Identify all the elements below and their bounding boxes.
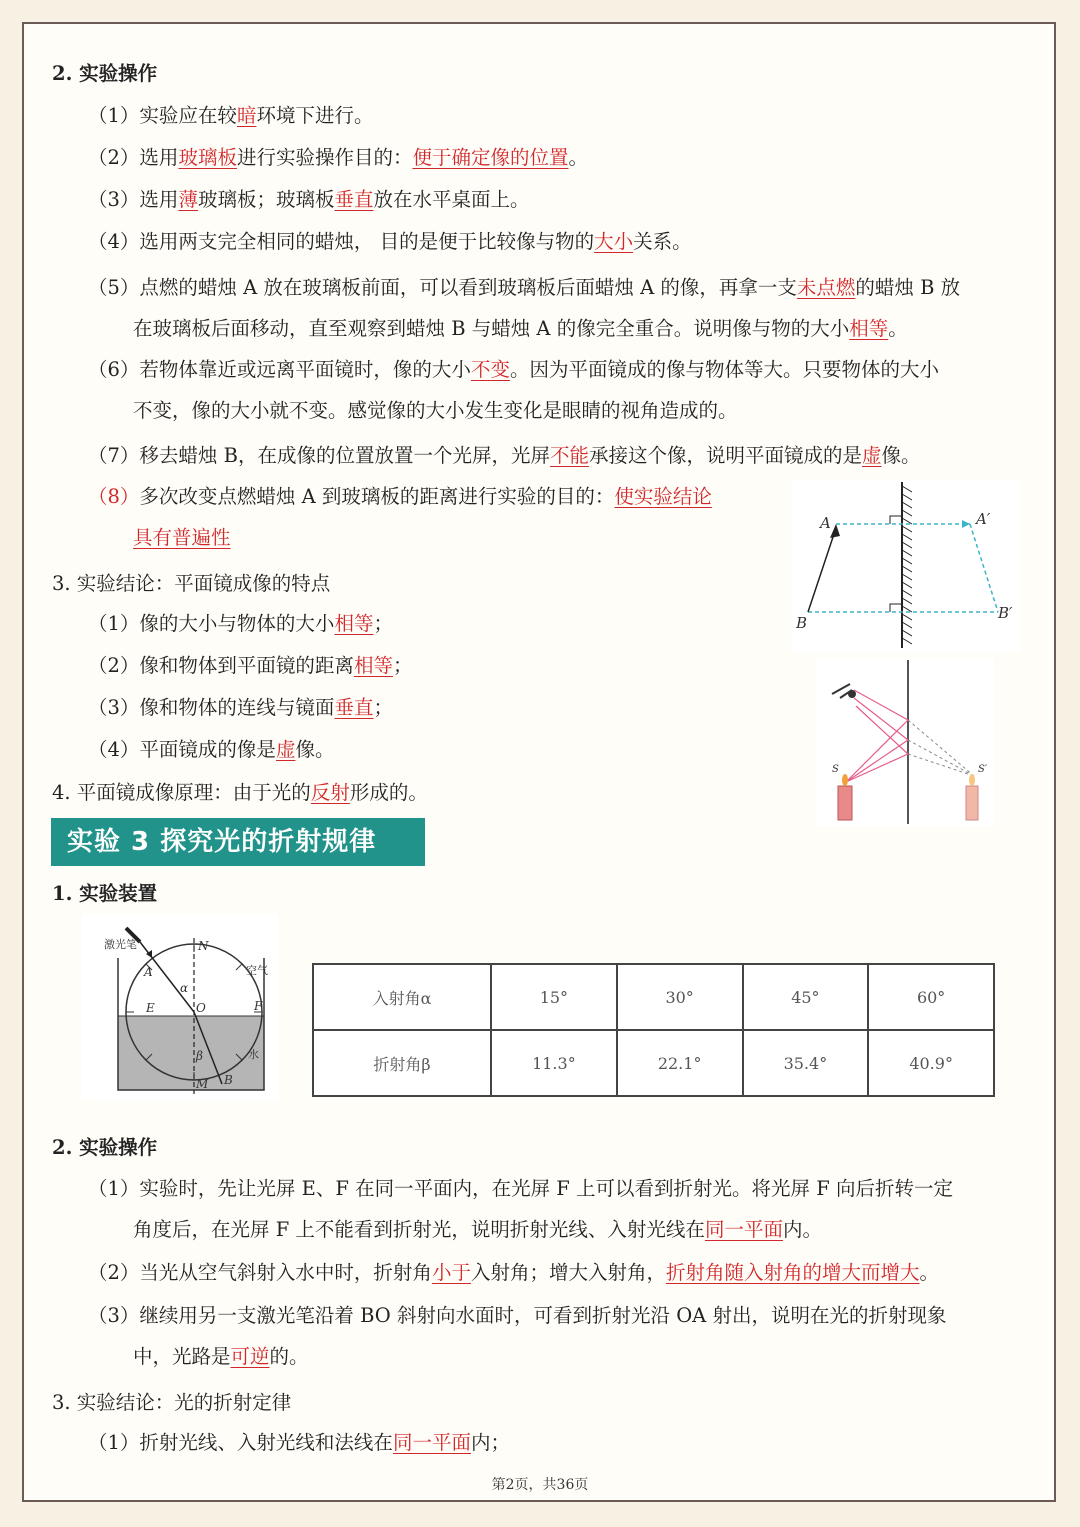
list-item: （4）平面镜成的像是虚像。 [88, 738, 335, 761]
list-item: （1）实验时，先让光屏 E、F 在同一平面内，在光屏 F 上可以看到折射光。将光屏 F 向后折转一定 [88, 1177, 953, 1200]
section-heading-conclusion: 3. 实验结论：平面镜成像的特点 [52, 572, 331, 595]
candle-image-icon [966, 786, 978, 820]
label-B: B [224, 1073, 233, 1087]
section-heading-apparatus: 1. 实验装置 [52, 882, 158, 905]
label-A: A [820, 514, 831, 532]
eye-candle-diagram [816, 658, 994, 826]
list-item: （4）选用两支完全相同的蜡烛， 目的是便于比较像与物的大小关系。 [88, 230, 692, 253]
list-item: （2）像和物体到平面镜的距离相等； [88, 654, 413, 677]
row-label: 折射角β [313, 1030, 491, 1096]
list-item-continuation: 具有普遍性 [133, 526, 231, 549]
section-heading-principle: 4. 平面镜成像原理：由于光的反射形成的。 [52, 781, 428, 804]
label-N: N [198, 939, 209, 953]
page-number: 第2页，共36页 [491, 1477, 589, 1493]
list-item: （1）实验应在较暗环境下进行。 [88, 104, 374, 127]
list-item: （3）选用薄玻璃板；玻璃板垂直放在水平桌面上。 [88, 188, 530, 211]
refraction-apparatus-diagram [82, 914, 278, 1100]
list-item: （3）像和物体的连线与镜面垂直； [88, 696, 393, 719]
table-cell: 30° [617, 964, 743, 1030]
label-E: E [146, 1001, 155, 1015]
list-item: （6）若物体靠近或远离平面镜时，像的大小不变。因为平面镜成的像与物体等大。只要物体的大小 [88, 358, 939, 381]
list-item-continuation: 不变，像的大小就不变。感觉像的大小发生变化是眼睛的视角造成的。 [133, 399, 738, 422]
label-B-prime: B′ [998, 604, 1013, 622]
label-air: 空气 [246, 964, 268, 977]
list-item: （5）点燃的蜡烛 A 放在玻璃板前面，可以看到玻璃板后面蜡烛 A 的像，再拿一支未点燃的蜡烛 B 放 [88, 276, 961, 299]
label-laser: 激光笔 [104, 938, 137, 951]
table-cell: 35.4° [743, 1030, 869, 1096]
list-item: （1）像的大小与物体的大小相等； [88, 612, 393, 635]
table-cell: 45° [743, 964, 869, 1030]
label-A: A [144, 965, 153, 979]
table-cell: 11.3° [491, 1030, 617, 1096]
list-item: （2）当光从空气斜射入水中时，折射角小于入射角；增大入射角，折射角随入射角的增大而增大。 [88, 1261, 939, 1284]
mirror-diagram [792, 480, 1020, 652]
experiment-3-banner: 实验 3 探究光的折射规律 [51, 818, 425, 866]
list-item: （7）移去蜡烛 B，在成像的位置放置一个光屏，光屏不能承接这个像，说明平面镜成的是虚像。 [88, 444, 921, 467]
label-water: 水 [248, 1048, 259, 1061]
section-heading-conclusion-2: 3. 实验结论：光的折射定律 [52, 1391, 292, 1414]
label-beta: β [196, 1049, 203, 1063]
list-item-continuation: 角度后，在光屏 F 上不能看到折射光，说明折射光线、入射光线在同一平面内。 [133, 1218, 822, 1241]
candle-icon [838, 786, 852, 820]
table-cell: 22.1° [617, 1030, 743, 1096]
label-A-prime: A′ [976, 510, 991, 528]
list-item: （2）选用玻璃板进行实验操作目的：便于确定像的位置。 [88, 146, 588, 169]
label-B: B [796, 614, 808, 632]
label-alpha: α [180, 981, 189, 995]
section-heading-operations-2: 2. 实验操作 [52, 1136, 158, 1159]
table-row [313, 964, 994, 1030]
section-heading-operations: 2. 实验操作 [52, 62, 158, 85]
list-item: （1）折射光线、入射光线和法线在同一平面内； [88, 1431, 510, 1454]
label-S-prime: S′ [978, 764, 988, 775]
label-S: S [832, 764, 839, 775]
list-item-continuation: 在玻璃板后面移动，直至观察到蜡烛 B 与蜡烛 A 的像完全重合。说明像与物的大小相等。 [133, 317, 908, 340]
list-item-continuation: 中，光路是可逆的。 [133, 1345, 309, 1368]
label-O: O [196, 1001, 206, 1015]
list-item: （3）继续用另一支激光笔沿着 BO 斜射向水面时，可看到折射光沿 OA 射出，说明在光的折射现象 [88, 1304, 947, 1327]
row-label: 入射角α [313, 964, 491, 1030]
table-row [313, 1030, 994, 1096]
label-M: M [196, 1077, 209, 1091]
refraction-data-table [312, 963, 995, 1097]
table-cell: 40.9° [868, 1030, 994, 1096]
label-F: F [254, 999, 263, 1013]
table-cell: 15° [491, 964, 617, 1030]
table-cell: 60° [868, 964, 994, 1030]
list-item: （8）多次改变点燃蜡烛 A 到玻璃板的距离进行实验的目的：使实验结论 [88, 485, 712, 508]
